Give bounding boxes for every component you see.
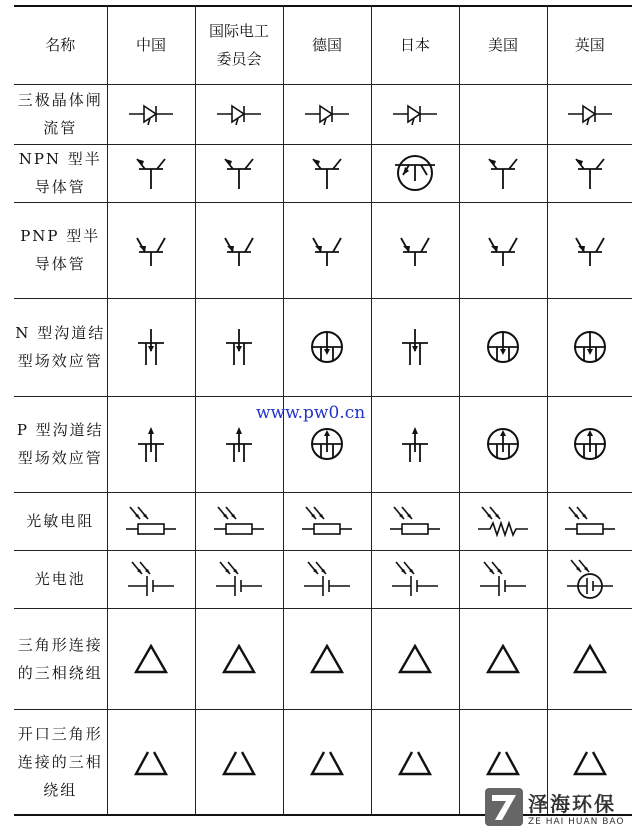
photoresistor-icon: [212, 503, 266, 539]
photoresistor-icon: [388, 503, 442, 539]
symbol-cell: [195, 709, 283, 815]
symbol-cell: [547, 202, 632, 298]
symbol-cell: [547, 492, 632, 550]
symbol-cell: [371, 396, 459, 492]
symbol-cell: [195, 608, 283, 709]
row-name: P 型沟道结型场效应管: [14, 396, 107, 492]
pjfet-circle-icon: [307, 424, 347, 464]
delta-icon: [221, 643, 257, 675]
pnp-icon: [397, 232, 433, 268]
delta-icon: [485, 643, 521, 675]
pnp-icon: [485, 232, 521, 268]
header-japan: 日本: [371, 6, 459, 84]
symbol-cell: [283, 202, 371, 298]
njfet-icon: [398, 327, 432, 367]
symbol-cell: [283, 144, 371, 202]
logo-mark-icon: [484, 787, 524, 827]
row-name: NPN 型半导体管: [14, 144, 107, 202]
symbol-cell: [195, 144, 283, 202]
thyristor-icon: [303, 100, 351, 128]
symbol-cell: [283, 709, 371, 815]
symbol-cell: [107, 298, 195, 396]
table-row: [14, 202, 632, 298]
logo-text-en: ZE HAI HUAN BAO: [528, 816, 625, 827]
pnp-icon: [133, 232, 169, 268]
open-delta-icon: [572, 747, 608, 777]
row-name: 光敏电阻: [14, 492, 107, 550]
njfet-icon: [134, 327, 168, 367]
symbol-cell: [371, 550, 459, 608]
photocell-icon: [214, 560, 264, 598]
symbol-cell: [283, 84, 371, 144]
symbol-cell: [459, 550, 547, 608]
header-china: 中国: [107, 6, 195, 84]
thyristor-icon: [215, 100, 263, 128]
symbol-cell: [459, 396, 547, 492]
npn-icon: [485, 155, 521, 191]
thyristor-icon: [566, 100, 614, 128]
pjfet-icon: [134, 424, 168, 464]
symbol-cell: [107, 709, 195, 815]
symbol-cell: [371, 709, 459, 815]
symbol-cell: [107, 84, 195, 144]
symbol-cell: [371, 202, 459, 298]
header-name: 名称: [14, 6, 107, 84]
row-name: N 型沟道结型场效应管: [14, 298, 107, 396]
symbol-cell: [459, 298, 547, 396]
symbol-cell: [547, 298, 632, 396]
npn-icon: [309, 155, 345, 191]
table-row: [14, 608, 632, 709]
row-name: 三角形连接的三相绕组: [14, 608, 107, 709]
pjfet-circle-icon: [483, 424, 523, 464]
table-row: [14, 298, 632, 396]
symbol-cell: [547, 550, 632, 608]
npn-circle-icon: [393, 151, 437, 195]
header-iec: 国际电工委员会: [195, 6, 283, 84]
njfet-circle-icon: [483, 327, 523, 367]
symbol-cell: [547, 144, 632, 202]
symbol-cell: [107, 492, 195, 550]
table-row: [14, 144, 632, 202]
symbol-cell: [195, 550, 283, 608]
symbol-cell: [371, 492, 459, 550]
header-row: [14, 6, 632, 84]
photoresistor-zigzag-icon: [476, 503, 530, 539]
open-delta-icon: [133, 747, 169, 777]
photoresistor-icon: [300, 503, 354, 539]
symbol-cell: [459, 144, 547, 202]
photocell-icon: [478, 560, 528, 598]
table-row: [14, 84, 632, 144]
open-delta-icon: [309, 747, 345, 777]
delta-icon: [572, 643, 608, 675]
symbol-cell: [547, 608, 632, 709]
symbol-cell: [107, 608, 195, 709]
njfet-circle-icon: [307, 327, 347, 367]
symbol-cell: [547, 84, 632, 144]
pjfet-icon: [398, 424, 432, 464]
header-germany: 德国: [283, 6, 371, 84]
open-delta-icon: [397, 747, 433, 777]
symbol-cell: [283, 608, 371, 709]
symbol-cell: [195, 84, 283, 144]
npn-icon: [221, 155, 257, 191]
pnp-icon: [572, 232, 608, 268]
photoresistor-icon: [563, 503, 617, 539]
delta-icon: [397, 643, 433, 675]
symbol-cell: [371, 144, 459, 202]
symbol-cell: [195, 202, 283, 298]
symbol-cell: [547, 396, 632, 492]
njfet-icon: [222, 327, 256, 367]
photoresistor-icon: [124, 503, 178, 539]
symbol-cell: [107, 550, 195, 608]
watermark-text: www.pw0.cn: [256, 403, 366, 423]
symbol-cell: [371, 84, 459, 144]
symbol-cell: [459, 202, 547, 298]
header-usa: 美国: [459, 6, 547, 84]
thyristor-icon: [391, 100, 439, 128]
pjfet-icon: [222, 424, 256, 464]
delta-icon: [309, 643, 345, 675]
symbol-cell: [107, 202, 195, 298]
delta-icon: [133, 643, 169, 675]
photocell-icon: [126, 560, 176, 598]
symbol-cell: [283, 298, 371, 396]
row-name: 开口三角形连接的三相绕组: [14, 709, 107, 815]
pnp-icon: [221, 232, 257, 268]
row-name: 光电池: [14, 550, 107, 608]
symbol-cell: [459, 608, 547, 709]
njfet-circle-icon: [570, 327, 610, 367]
symbol-cell: [283, 492, 371, 550]
row-name: 三极晶体闸流管: [14, 84, 107, 144]
symbol-cell: [459, 492, 547, 550]
photocell-circle-icon: [565, 558, 615, 600]
pjfet-circle-icon: [570, 424, 610, 464]
symbol-cell: [107, 396, 195, 492]
open-delta-icon: [485, 747, 521, 777]
logo-text-cn: 泽海环保: [528, 791, 616, 816]
symbol-cell: [283, 550, 371, 608]
symbol-cell: [195, 298, 283, 396]
row-name: PNP 型半导体管: [14, 202, 107, 298]
photocell-icon: [390, 560, 440, 598]
header-uk: 英国: [547, 6, 632, 84]
symbol-cell: [371, 298, 459, 396]
symbol-cell: [107, 144, 195, 202]
photocell-icon: [302, 560, 352, 598]
table-row: [14, 492, 632, 550]
npn-icon: [572, 155, 608, 191]
symbol-cell: [371, 608, 459, 709]
brand-logo: [484, 783, 634, 831]
symbol-cell: [459, 84, 547, 144]
pnp-icon: [309, 232, 345, 268]
table-row: [14, 550, 632, 608]
npn-icon: [133, 155, 169, 191]
open-delta-icon: [221, 747, 257, 777]
thyristor-icon: [127, 100, 175, 128]
symbol-cell: [195, 492, 283, 550]
